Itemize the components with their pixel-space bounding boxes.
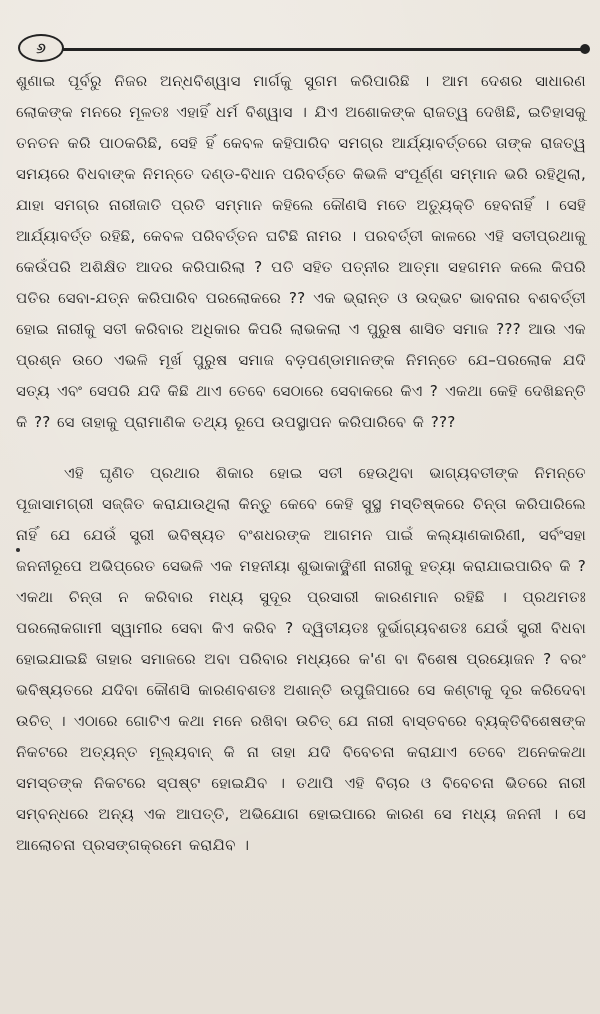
page-body — [16, 66, 586, 861]
page-number: ୬ — [18, 34, 64, 62]
ink-speck — [16, 548, 20, 552]
header-rule-end-dot — [580, 44, 590, 54]
header-rule — [62, 48, 588, 51]
page-header — [12, 30, 588, 64]
paragraph-2: ଏହି ଘୃଣିତ ପ୍ରଥାର ଶିକାର ହୋଇ ସତୀ ହେଉଥିବା ଭାଗ୍ୟବତୀଙ୍କ ନିମନ୍ତେ ପୂଜାସାମଗ୍ରୀ ସଜ୍ଜିତ କରାଯାଉଥିଲା କିନ୍ତୁ କେବେ କେହି ସୁସ୍ଥ ମସ୍ତିଷ୍କରେ ଚିନ୍ତା କରିପାରିଲେ ନାହିଁ ଯେ ଯେଉଁ ସ୍ତ୍ରୀ ଭବିଷ୍ୟତ ବଂଶଧରଙ୍କ ଆଗମନ ପାଇଁ କଲ୍ୟାଣକାରିଣୀ, ସର୍ବଂସହା ଜନନୀରୂପେ ଅଭିପ୍ରେତ ସେଭଳି ଏକ ମହନୀୟା ଶୁଭାକାଙ୍କ୍ଷିଣୀ ନାରୀକୁ ହତ୍ୟା କରାଯାଇପାରିବ କି ? ଏକଥା ଚିନ୍ତା ନ କରିବାର ମଧ୍ୟ ସୁଦୂର ପ୍ରସାରୀ କାରଣମାନ ରହିଛି । ପ୍ରଥମତଃ ପରଲୋକଗାମୀ ସ୍ୱାମୀର ସେବା କିଏ କରିବ ? ଦ୍ୱିତୀୟତଃ ଦୁର୍ଭାଗ୍ୟବଶତଃ ଯେଉଁ ସ୍ତ୍ରୀ ବିଧବା ହୋଇଯାଇଛି ତାହାର ସମାଜରେ ଅବା ପରିବାର ମଧ୍ୟରେ କ'ଣ ବା ବିଶେଷ ପ୍ରୟୋଜନ ? ବରଂ ଭବିଷ୍ୟତରେ ଯଦିବା କୌଣସି କାରଣବଶତଃ ଅଶାନ୍ତି ଉପୁଜିପାରେ ସେ କଣ୍ଟାକୁ ଦୂର କରିଦେବା ଉଚିତ୍ । ଏଠାରେ ଗୋଟିଏ କଥା ମନେ ରଖିବା ଉଚିତ୍ ଯେ ନାରୀ ବାସ୍ତବରେ ବ୍ୟକ୍ତିବିଶେଷଙ୍କ ନିକଟରେ ଅତ୍ୟନ୍ତ ମୂଲ୍ୟବାନ୍ କି ନା ତାହା ଯଦି ବିବେଚନା କରାଯାଏ ତେବେ ଅନେକକଥା ସମସ୍ତଙ୍କ ନିକଟରେ ସ୍ପଷ୍ଟ ହୋଇଯିବ । ତଥାପି ଏହି ବିଚାର ଓ ବିବେଚନା ଭିତରେ ନାରୀ ସମ୍ବନ୍ଧରେ ଅନ୍ୟ ଏକ ଆପତ୍ତି, ଅଭିଯୋଗ ହୋଇପାରେ କାରଣ ସେ ମଧ୍ୟ ଜନନୀ । ସେ ଆଲୋଚନା ପ୍ରସଙ୍ଗକ୍ରମେ କରାଯିବ । — [16, 464, 586, 854]
paragraph-1: ଶୁଣାଇ ପୂର୍ବରୁ ନିଜର ଅନ୍ଧବିଶ୍ୱାସ ମାର୍ଗକୁ ସୁଗମ କରିପାରିଛି । ଆମ ଦେଶର ସାଧାରଣ ଲୋକଙ୍କ ମନରେ ମୂଳତଃ ଏହାହିଁ ଧର୍ମ ବିଶ୍ୱାସ । ଯିଏ ଅଶୋକଙ୍କ ରାଜତ୍ୱ ଦେଖିଛି, ଇତିହାସକୁ ତନତନ କରି ପାଠକରିଛି, ସେହି ହିଁ କେବଳ କହିପାରିବ ସମଗ୍ର ଆର୍ଯ୍ୟାବର୍ତ୍ତରେ ତାଙ୍କ ରାଜତ୍ୱ ସମୟରେ ବିଧବାଙ୍କ ନିମନ୍ତେ ଦଣ୍ଡ-ବିଧାନ ପରିବର୍ତ୍ତେ କିଭଳି ସଂପୂର୍ଣ୍ଣ ସମ୍ମାନ ଭରି ରହିଥିଲା, ଯାହା ସମଗ୍ର ନାରୀଜାତି ପ୍ରତି ସମ୍ମାନ କହିଲେ କୌଣସି ମତେ ଅତ୍ୟୁକ୍ତି ହେବନାହିଁ । ସେହି ଆର୍ଯ୍ୟାବର୍ତ୍ତ ରହିଛି, କେବଳ ପରିବର୍ତ୍ତନ ଘଟିଛି ନାମର । ପରବର୍ତ୍ତୀ କାଳରେ ଏହି ସତୀପ୍ରଥାକୁ କେଉଁପରି ଅଶିକ୍ଷିତ ଆଦର କରିପାରିଲା ? ପତି ସହିତ ପତ୍ନୀର ଆତ୍ମା ସହଗମନ କଲେ କିପରି ପତିର ସେବା-ଯତ୍ନ କରିପାରିବ ପରଲୋକରେ ?? ଏକ ଭ୍ରାନ୍ତ ଓ ଉଦ୍ଭଟ ଭାବନାର ବଶବର୍ତ୍ତୀ ହୋଇ ନାରୀକୁ ସତୀ କରିବାର ଅଧିକାର କିପରି ଲାଭକଲା ଏ ପୁରୁଷ ଶାସିତ ସମାଜ ??? ଆଉ ଏକ ପ୍ରଶ୍ନ ଉଠେ ଏଭଳି ମୂର୍ଖ ପୁରୁଷ ସମାଜ ବଡ଼ପଣ୍ଡାମାନଙ୍କ ନିମନ୍ତେ ଯେ–ପରଲୋକ ଯଦି ସତ୍ୟ ଏବଂ ସେପରି ଯଦି କିଛି ଥାଏ ତେବେ ସେଠାରେ ସେବାକରେ କିଏ ? ଏକଥା କେହି ଦେଖିଛନ୍ତି କି ?? ସେ ତାହାକୁ ପ୍ରାମାଣିକ ତଥ୍ୟ ରୂପେ ଉପସ୍ଥାପନ କରିପାରିବେ କି ??? — [16, 72, 586, 431]
